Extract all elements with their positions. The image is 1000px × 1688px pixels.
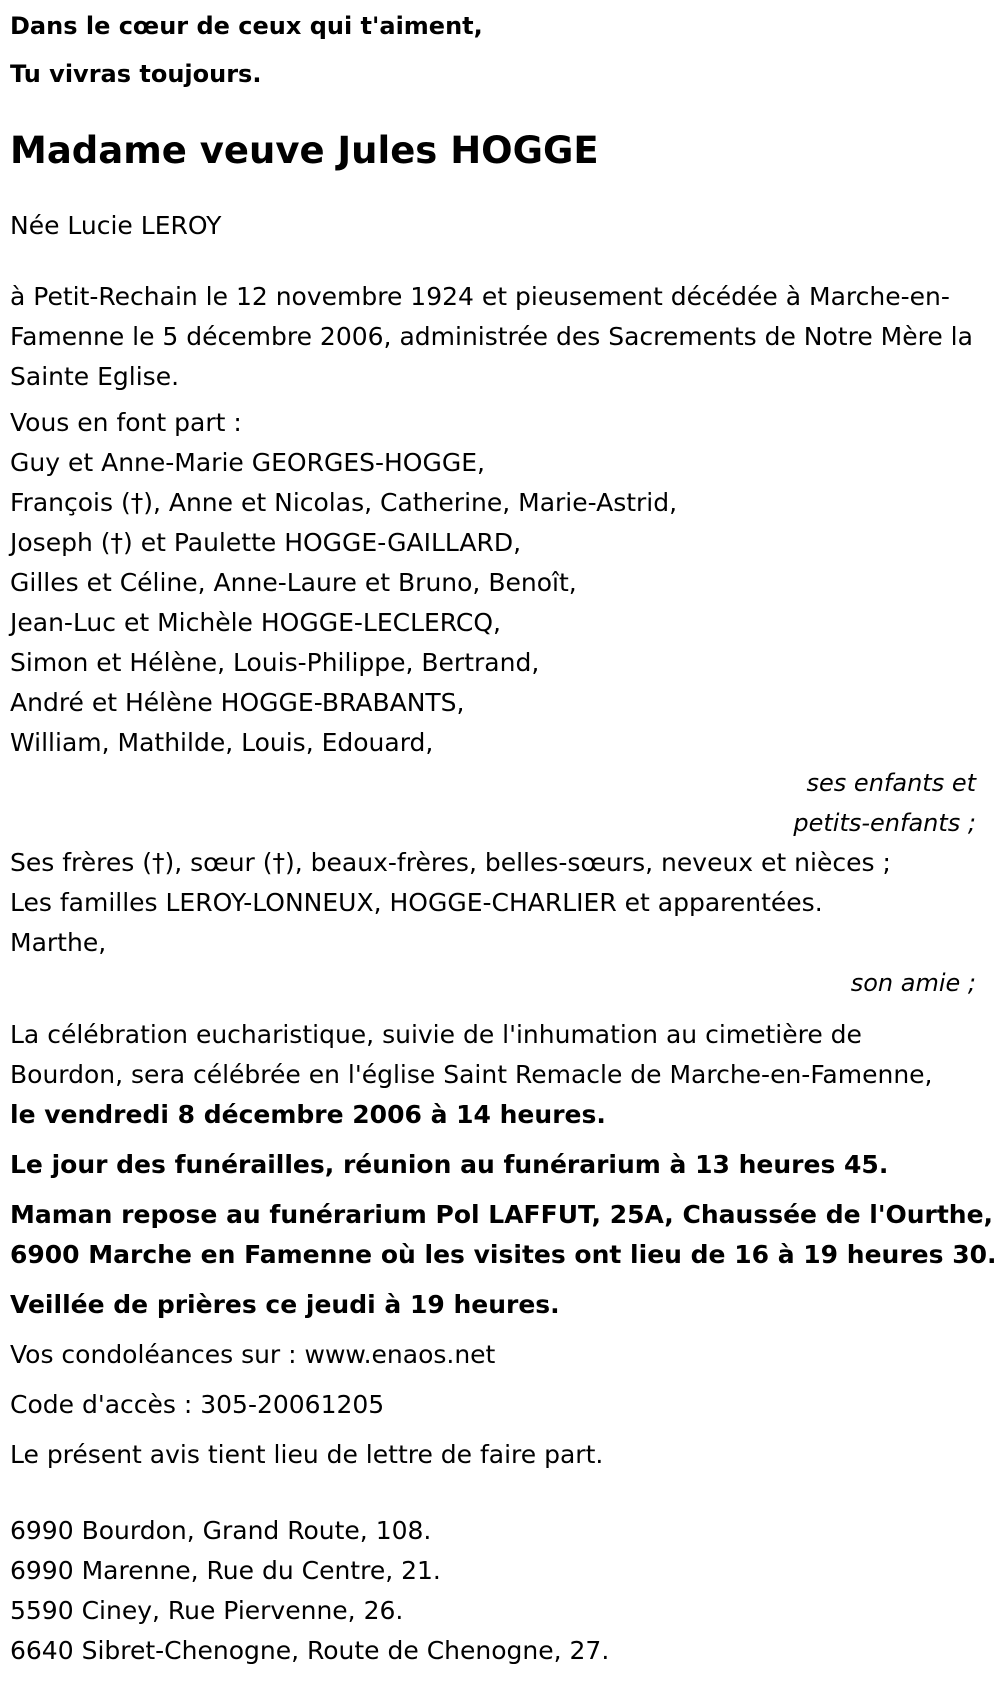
relation-children-line-2: petits-enfants ; — [793, 809, 976, 837]
ceremony-line-2: Bourdon, sera célébrée en l'église Saint Remacle de Marche-en-Famenne, — [10, 1060, 933, 1089]
notice-section — [10, 1425, 990, 1475]
birth-name: Née Lucie LEROY — [10, 211, 222, 240]
epigraph — [10, 0, 990, 98]
epigraph-line-1: Dans le cœur de ceux qui t'aiment, — [10, 12, 483, 40]
biography — [10, 246, 990, 397]
family-line: Gilles et Céline, Anne-Laure et Bruno, Benoît, — [10, 568, 577, 597]
rest-line-1: Maman repose au funérarium Pol LAFFUT, 25A, Chaussée de l'Ourthe, — [10, 1200, 994, 1229]
ceremony-section — [10, 1003, 990, 1135]
family-line: Guy et Anne-Marie GEORGES-HOGGE, — [10, 448, 485, 477]
address-line: 6990 Bourdon, Grand Route, 108. — [10, 1516, 432, 1545]
addresses-section — [10, 1475, 990, 1671]
address-line: 6640 Sibret-Chenogne, Route de Chenogne, 27. — [10, 1636, 610, 1665]
family-line: William, Mathilde, Louis, Edouard, — [10, 728, 434, 757]
relation-friend: son amie ; — [850, 969, 976, 997]
extended-family-line: Ses frères (†), sœur (†), beaux-frères, belles-sœurs, neveux et nièces ; — [10, 848, 891, 877]
ceremony-line-1: La célébration eucharistique, suivie de l'inhumation au cimetière de — [10, 1020, 862, 1049]
relation-children-line-1: ses enfants et — [806, 769, 976, 797]
condolences-text: Vos condoléances sur : www.enaos.net — [10, 1340, 496, 1369]
access-code-text: Code d'accès : 305-20061205 — [10, 1390, 385, 1419]
epigraph-line-2: Tu vivras toujours. — [10, 60, 262, 88]
family-line: Jean-Luc et Michèle HOGGE-LECLERCQ, — [10, 608, 502, 637]
deceased-name: Madame veuve Jules HOGGE — [10, 129, 599, 172]
extended-family-line: Les familles LEROY-LONNEUX, HOGGE-CHARLIER et apparentées. — [10, 888, 823, 917]
vigil-section — [10, 1275, 990, 1325]
biography-text: à Petit-Rechain le 12 novembre 1924 et pieusement décédée à Marche-en-Famenne le 5 décembre 2006, administrée des Sacrements de Notre Mère la Sainte Eglise. — [10, 282, 973, 391]
family-line: François (†), Anne et Nicolas, Catherine, Marie-Astrid, — [10, 488, 678, 517]
vigil-text: Veillée de prières ce jeudi à 19 heures. — [10, 1290, 560, 1319]
gathering-section — [10, 1135, 990, 1185]
access-code-section — [10, 1375, 990, 1425]
condolences-section — [10, 1325, 990, 1375]
extended-family-line: Marthe, — [10, 928, 107, 957]
family-line: Joseph (†) et Paulette HOGGE-GAILLARD, — [10, 528, 522, 557]
family-section — [10, 397, 990, 1003]
ceremony-date: le vendredi 8 décembre 2006 à 14 heures. — [10, 1100, 606, 1129]
family-line: Simon et Hélène, Louis-Philippe, Bertrand, — [10, 648, 540, 677]
rest-line-2: 6900 Marche en Famenne où les visites ont lieu de 16 à 19 heures 30. — [10, 1240, 997, 1269]
address-line: 6990 Marenne, Rue du Centre, 21. — [10, 1556, 441, 1585]
gathering-text: Le jour des funérailles, réunion au funérarium à 13 heures 45. — [10, 1150, 889, 1179]
address-line: 5590 Ciney, Rue Piervenne, 26. — [10, 1596, 404, 1625]
family-intro: Vous en font part : — [10, 408, 242, 437]
family-line: André et Hélène HOGGE-BRABANTS, — [10, 688, 465, 717]
rest-section — [10, 1185, 997, 1275]
notice-text: Le présent avis tient lieu de lettre de faire part. — [10, 1440, 604, 1469]
